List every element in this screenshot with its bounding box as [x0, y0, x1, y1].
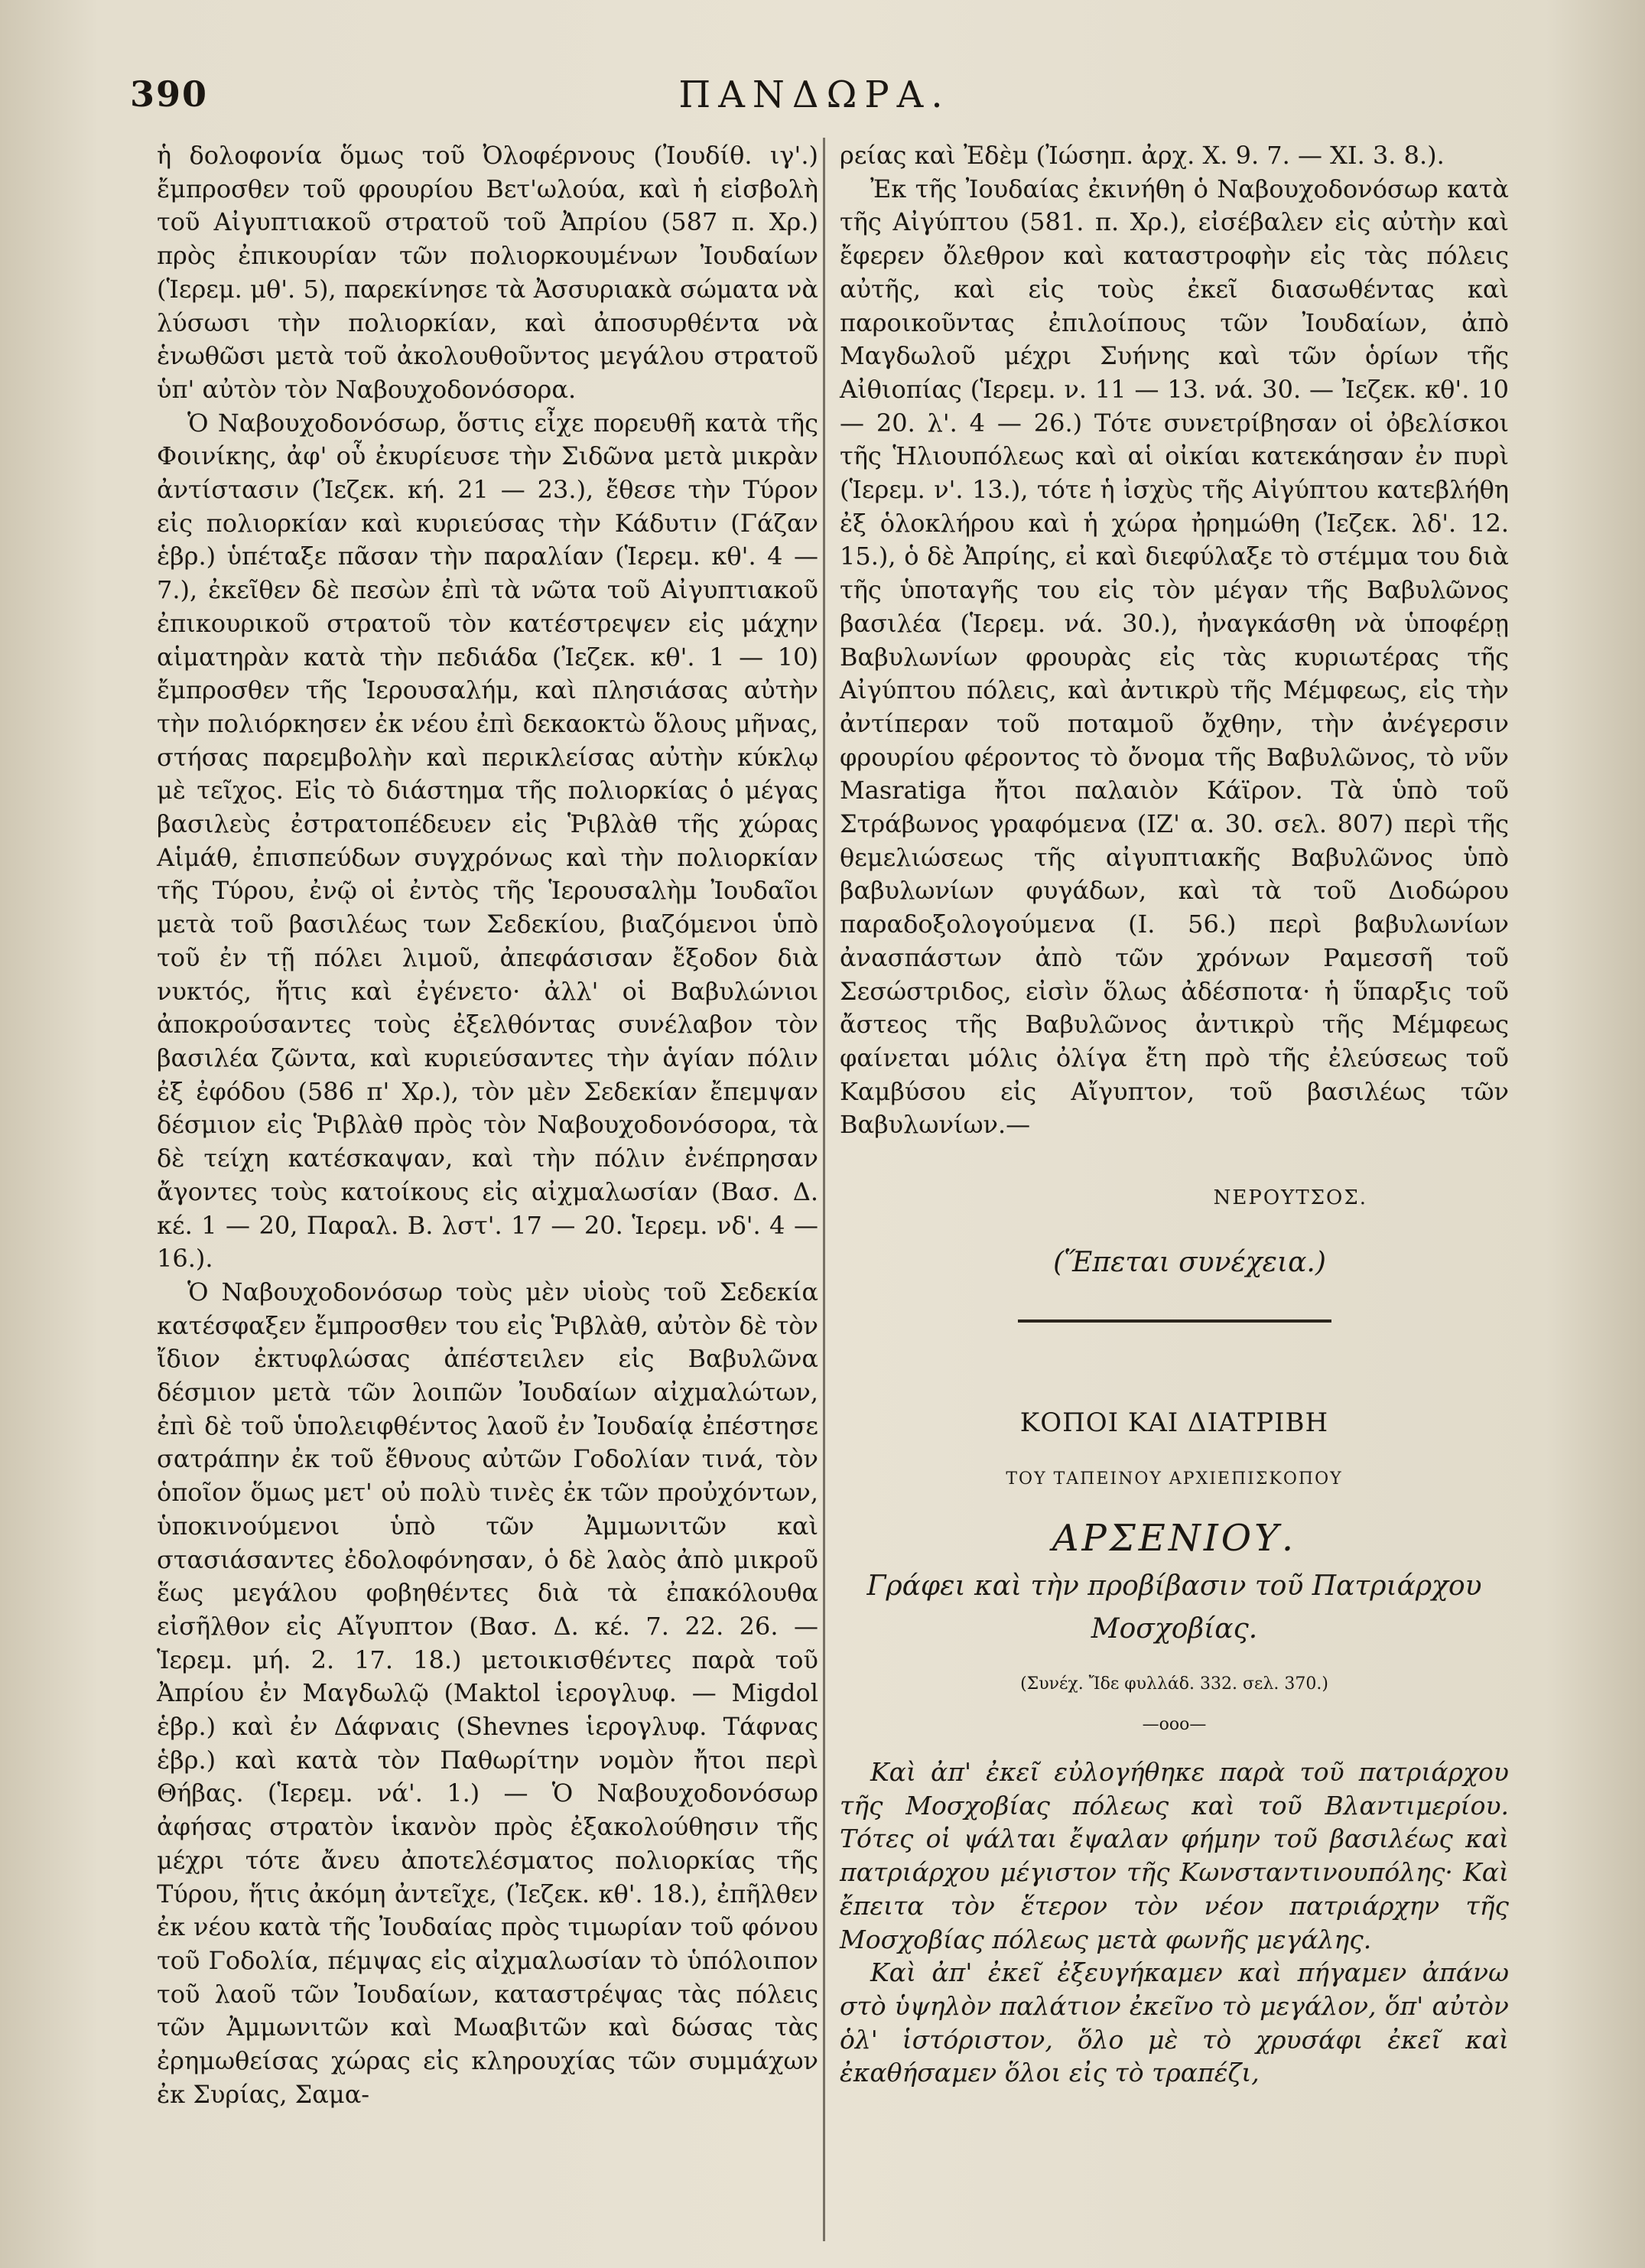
paragraph: ρείας καὶ Ἐδὲμ (Ἰώσηπ. ἀρχ. X. 9. 7. — XI. 3. 8.). [840, 141, 1445, 170]
paragraph: Ὁ Ναβουχοδονόσωρ τοὺς μὲν υἱοὺς τοῦ Σεδεκία κατέσφαξεν ἔμπροσθεν του εἰς Ῥιβλὰθ, αὐτὸν δὲ τὸν ἴδιον ἐκτυφλώσας ἀπέστειλεν εἰς Βαβυλῶνα δέσμιον μετὰ τῶν λοιπῶν Ἰουδαίων αἰχμαλώτων, ἐπὶ δὲ τοῦ ὑπολειφθέντος λαοῦ ἐν Ἰουδαίᾳ ἐπέστησε σατράπην ἐκ τοῦ ἔθνους αὐτῶν Γοδολίαν τινά, τὸν ὁποῖον ὅμως μετ' οὐ πολὺ τινὲς ἐκ τῶν προὐχόντων, ὑποκινούμενοι ὑπὸ τῶν Ἀμμωνιτῶν καὶ στασιάσαντες ἐδολοφόνησαν, ὁ δὲ λαὸς ἀπὸ μικροῦ ἕως μεγάλου φοβηθέντες διὰ τὰ ἐπακόλουθα εἰσῆλθον εἰς Αἴγυπτον (Βασ. Δ. κέ. 7. 22. 26. — Ἱερεμ. μή. 2. 17. 18.) μετοικισθέντες παρὰ τοῦ Ἀπρίου ἐν Μαγδωλῷ (Maktol ἱερογλυφ. — Migdol ἑβρ.) καὶ ἐν Δάφναις (Shevnes ἱερογλυφ. Τάφνας ἑβρ.) καὶ κατὰ τὸν Παθωρίτην νομὸν ἤτοι περὶ Θήβας. (Ἱερεμ. νά'. 1.) — Ὁ Ναβουχοδονόσωρ ἀφήσας στρατὸν ἱκανὸν πρὸς ἐξακολούθησιν τῆς μέχρι τότε ἄνευ ἀποτελέσματος πολιορκίας τῆς Τύρου, ἥτις ἀκόμη ἀντεῖχε, (Ἰεζεκ. κθ'. 18.), ἐπῆλθεν ἐκ νέου κατὰ τῆς Ἰουδαίας πρὸς τιμωρίαν τοῦ φόνου τοῦ Γοδολία, πέμψας εἰς αἰχμαλωσίαν τὸ ὑπόλοιπον τοῦ λαοῦ τῶν Ἰουδαίων, καταστρέψας τὰς πόλεις τῶν Ἀμμωνιτῶν καὶ Μωαβιτῶν καὶ δώσας τὰς ἐρημωθείσας χώρας εἰς κληρουχίας τῶν συμμάχων ἐκ Συρίας, Σαμα- [157, 1277, 818, 2109]
subtitle-line: Μοσχοβίας. [1091, 1612, 1258, 1645]
author-name: ΑΡΣΕΝΙΟΥ. [1052, 1516, 1297, 1560]
left-column [157, 139, 818, 2111]
continued-note: (Ἕπεται συνέχεια.) [1053, 1246, 1326, 1278]
section-title: ΚΟΠΟΙ ΚΑΙ ΔΙΑΤΡΙΒΗ [1019, 1407, 1329, 1438]
paragraph: Ὁ Ναβουχοδονόσωρ, ὅστις εἶχε πορευθῆ κατὰ τῆς Φοινίκης, ἀφ' οὗ ἐκυρίευσε τὴν Σιδῶνα μετὰ μικρὰν ἀντίστασιν (Ἰεζεκ. κή. 21 — 23.), ἔθεσε τὴν Τύρον εἰς πολιορκίαν καὶ κυριεύσας τὴν Κάδυτιν (Γάζαν ἑβρ.) ὑπέταξε πᾶσαν τὴν παραλίαν (Ἱερεμ. κθ'. 4 — 7.), ἐκεῖθεν δὲ πεσὼν ἐπὶ τὰ νῶτα τοῦ Αἰγυπτιακοῦ ἐπικουρικοῦ στρατοῦ τὸν κατέστρεψεν εἰς μάχην αἱματηρὰν κατὰ τὴν πεδιάδα (Ἰεζεκ. κθ'. 1 — 10) ἔμπροσθεν τῆς Ἱερουσαλήμ, καὶ πλησιάσας αὐτὴν τὴν πολιόρκησεν ἐκ νέου ἐπὶ δεκαοκτὼ ὅλους μῆνας, στήσας παρεμβολὴν καὶ περικλείσας αὐτὴν κύκλῳ μὲ τεῖχος. Εἰς τὸ διάστημα τῆς πολιορκίας ὁ μέγας βασιλεὺς ἐστρατοπέδευεν εἰς Ῥιβλὰθ τῆς χώρας Αἱμάθ, ἐπισπεύδων συγχρόνως καὶ τὴν πολιορκίαν τῆς Τύρου, ἐνῷ οἱ ἐντὸς τῆς Ἱερουσαλὴμ Ἰουδαῖοι μετὰ τοῦ βασιλέως των Σεδεκίου, βιαζόμενοι ὑπὸ τοῦ ἐν τῇ πόλει λιμοῦ, ἀπεφάσισαν ἔξοδον διὰ νυκτός, ἥτις καὶ ἐγένετο· ἀλλ' οἱ Βαβυλώνιοι ἀποκρούσαντες τοὺς ἐξελθόντας συνέλαβον τὸν βασιλέα ζῶντα, καὶ κυριεύσαντες τὴν ἁγίαν πόλιν ἐξ ἐφόδου (586 π' Χρ.), τὸν μὲν Σεδεκίαν ἔπεμψαν δέσμιον εἰς Ῥιβλὰθ πρὸς τὸν Ναβουχοδονόσορα, τὰ δὲ τείχη κατέσκαψαν, καὶ τὴν πόλιν ἐνέπρησαν ἄγοντες τοὺς κατοίκους εἰς αἰχμαλωσίαν (Βασ. Δ. κέ. 1 — 20, Παραλ. Β. λστ'. 17 — 20. Ἱερεμ. νδ'. 4 — 16.). [157, 408, 818, 1274]
small-separator: —οοο— [1142, 1715, 1207, 1735]
page-header [115, 73, 1514, 127]
running-title: ΠΑΝΔΩΡΑ. [678, 73, 951, 116]
column-divider [823, 138, 825, 2241]
subtitle-line: Γράφει καὶ τὴν προβίβασιν τοῦ Πατριάρχου [866, 1570, 1482, 1602]
paragraph: Ἐκ τῆς Ἰουδαίας ἐκινήθη ὁ Ναβουχοδονόσωρ κατὰ τῆς Αἰγύπτου (581. π. Χρ.), εἰσέβαλεν εἰς αὐτὴν καὶ ἔφερεν ὄλεθρον καὶ καταστροφὴν εἰς τὰς πόλεις αὐτῆς, καὶ εἰς τοὺς ἐκεῖ διασωθέντας καὶ παροικοῦντας ἐπιλοίπους τῶν Ἰουδαίων, ἀπὸ Μαγδωλοῦ μέχρι Συήνης καὶ τῶν ὁρίων τῆς Αἰθιοπίας (Ἱερεμ. ν. 11 — 13. νά. 30. — Ἰεζεκ. κθ'. 10 — 20. λ'. 4 — 26.) Τότε συνετρίβησαν οἱ ὀβελίσκοι τῆς Ἡλιουπόλεως καὶ αἱ οἰκίαι κατεκάησαν ἐν πυρὶ (Ἱερεμ. ν'. 13.), τότε ἡ ἰσχὺς τῆς Αἰγύπτου κατεβλήθη ἐξ ὁλοκλήρου καὶ ἡ χώρα ἠρημώθη (Ἰεζεκ. λδ'. 12. 15.), ὁ δὲ Ἀπρίης, εἰ καὶ διεφύλαξε τὸ στέμμα του διὰ τῆς ὑποταγῆς του εἰς τὸν μέγαν τῆς Βαβυλῶνος βασιλέα (Ἱερεμ. νά. 30.), ἠναγκάσθη νὰ ὑποφέρῃ Βαβυλωνίων φρουρὰς εἰς τὰς κυριωτέρας τῆς Αἰγύπτου πόλεις, καὶ ἀντικρὺ τῆς Μέμφεως, εἰς τὴν ἀντίπεραν τοῦ ποταμοῦ ὄχθην, τὴν ἀνέγερσιν φρουρίου φέροντος τὸ ὄνομα τῆς Βαβυλῶνος, τὸ νῦν Masratiga ἤτοι παλαιὸν Κάϊρον. Τὰ ὑπὸ τοῦ Στράβωνος γραφόμενα (ΙΖ' α. 30. σελ. 807) περὶ τῆς θεμελιώσεως τῆς αἰγυπτιακῆς Βαβυλῶνος ὑπὸ βαβυλωνίων φυγάδων, καὶ τὰ τοῦ Διοδώρου παραδοξολογούμενα (I. 56.) περὶ βαβυλωνίων ἀνασπάστων ἀπὸ τῶν χρόνων Ραμεσσῆ τοῦ Σεσώστριδος, εἰσὶν ὅλως ἀδέσποτα· ἡ ὕπαρξις τοῦ ἄστεος τῆς Βαβυλῶνος ἀντικρὺ τῆς Μέμφεως φαίνεται μόλις ὀλίγα ἔτη πρὸ τῆς ἐλεύσεως τοῦ Καμβύσου εἰς Αἴγυπτον, τοῦ βασιλέως τῶν Βαβυλωνίων.— [840, 174, 1509, 1140]
author-line: ΤΟΥ ΤΑΠΕΙΝΟΥ ΑΡΧΙΕΠΙΣΚΟΠΟΥ [1006, 1469, 1343, 1489]
right-column [840, 139, 1509, 2090]
reference-note: (Συνέχ. Ἴδε φυλλάδ. 332. σελ. 370.) [1020, 1674, 1328, 1694]
verse-paragraph: Καὶ ἀπ' ἐκεῖ εὐλογήθηκε παρὰ τοῦ πατριάρχου τῆς Μοσχοβίας πόλεως καὶ τοῦ Βλαντιμερίου. Τότες οἱ ψάλται ἔψαλαν φήμην τοῦ βασιλέως καὶ πατριάρχου μέγιστον τῆς Κωνσταντινουπόλης· Καὶ ἔπειτα τὸν ἕτερον τὸν νέον πατριάρχην τῆς Μοσχοβίας πόλεως μετὰ φωνῆς μεγάλης. [840, 1757, 1509, 1954]
subtitle [840, 1565, 1509, 1651]
verse-text [840, 1756, 1509, 2090]
paragraph: ἡ δολοφονία ὅμως τοῦ Ὀλοφέρνους (Ἰουδίθ. ιγ'.) ἔμπροσθεν τοῦ φρουρίου Βετ'ωλούα, καὶ ἡ εἰσβολὴ τοῦ Αἰγυπτιακοῦ στρατοῦ τοῦ Ἀπρίου (587 π. Χρ.) πρὸς ἐπικουρίαν τῶν πολιορκουμένων Ἰουδαίων (Ἱερεμ. μθ'. 5), παρεκίνησε τὰ Ἀσσυριακὰ σώματα νὰ λύσωσι τὴν πολιορκίαν, καὶ ἀποσυρθέντα νὰ ἑνωθῶσι μετὰ τοῦ ἀκολουθοῦντος μεγάλου στρατοῦ ὑπ' αὐτὸν τὸν Ναβουχοδονόσορα. [157, 141, 818, 404]
section-divider [1018, 1319, 1331, 1323]
article-signature: ΝΕΡΟΥΤΣΟΣ. [1213, 1186, 1367, 1210]
verse-paragraph: Καὶ ἀπ' ἐκεῖ ἐξευγήκαμεν καὶ πήγαμεν ἀπάνω στὸ ὑψηλὸν παλάτιον ἐκεῖνο τὸ μεγάλον, ὅπ' αὐτὸν ὁλ' ἱστόριστον, ὅλο μὲ τὸ χρυσάφι ἐκεῖ καὶ ἐκαθήσαμεν ὅλοι εἰς τὸ τραπέζι, [840, 1957, 1509, 2088]
page-number: 390 [130, 73, 209, 115]
